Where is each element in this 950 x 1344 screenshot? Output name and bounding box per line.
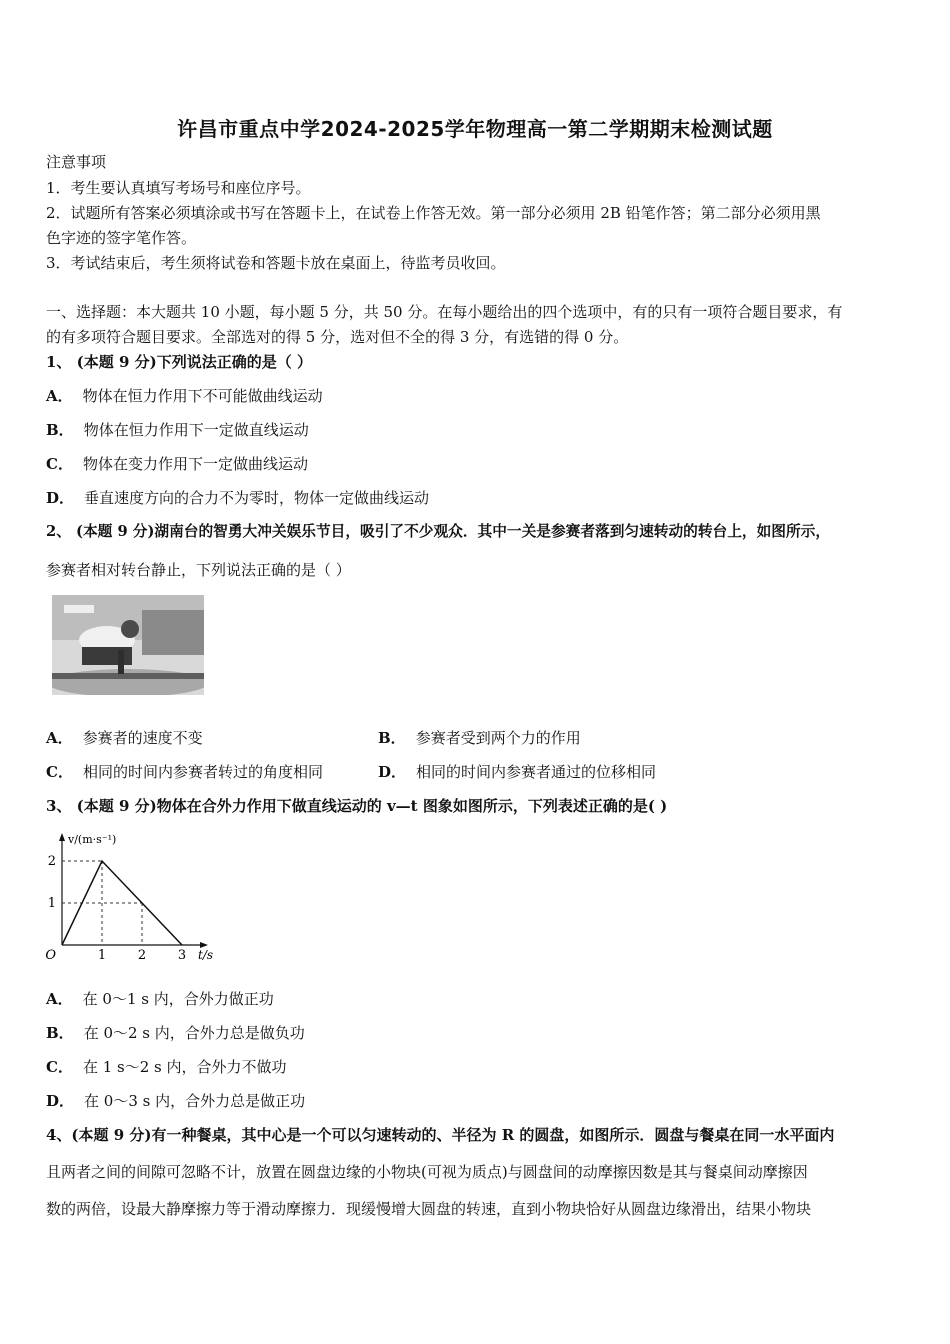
turntable-photo [52,595,204,695]
q2-stem-line2: 参赛者相对转台静止，下列说法正确的是（ ） [46,561,351,579]
x-tick-label: 1 [97,948,107,963]
q2-option-a [46,728,203,748]
q1-option-a [46,386,323,406]
origin-label: O [45,948,56,963]
option-text: 物体在恒力作用下一定做直线运动 [83,421,309,439]
y-tick-label: 2 [47,854,56,869]
q3-option-d [46,1091,305,1111]
option-label: C． [46,1058,73,1076]
option-text: 参赛者受到两个力的作用 [415,729,581,747]
option-text: 在 1 s～2 s 内，合外力不做功 [82,1058,287,1076]
option-label: A． [46,729,73,747]
option-label: B． [46,421,74,439]
page-title: 许昌市重点中学2024-2025学年物理高一第二学期期末检测试题 [177,117,773,141]
notice-item-2: 2．试题所有答案必须填涂或书写在答题卡上，在试卷上作答无效。第一部分必须用 2B 铅笔作答；第二部分必须用黑 [46,204,821,222]
section-instructions-2: 的有多项符合题目要求。全部选对的得 5 分，选对但不全的得 3 分，有选错的得 0 分。 [46,328,629,346]
notice-item-3: 3．考试结束后，考生须将试卷和答题卡放在桌面上，待监考员收回。 [46,254,506,272]
option-label: D． [46,1092,75,1110]
q2-stem-line1: 2、 (本题 9 分)湖南台的智勇大冲关娱乐节目，吸引了不少观众．其中一关是参赛者落到匀速转动的转台上，如图所示， [46,523,831,540]
q1-option-b [46,420,309,440]
option-label: B． [46,1024,74,1042]
x-tick-label: 2 [137,948,147,963]
x-tick-label: 3 [177,948,187,963]
q1-stem: 1、 (本题 9 分)下列说法正确的是（ ） [46,353,312,371]
option-label: A． [46,387,73,405]
option-text: 物体在恒力作用下不可能做曲线运动 [82,387,323,405]
q3-option-b [46,1023,305,1043]
x-axis-label: t/s [198,948,214,962]
option-label: B． [378,729,406,747]
option-text: 在 0～3 s 内，合外力总是做正功 [84,1092,306,1110]
option-label: D． [46,489,75,507]
q1-option-d [46,488,429,508]
y-axis-label: v/(m·s⁻¹) [68,833,117,846]
y-tick-label: 1 [47,896,56,911]
q2-option-b [378,728,581,748]
notice-item-2-cont: 色字迹的签字笔作答。 [46,229,197,247]
q4-line2: 且两者之间的间隙可忽略不计，放置在圆盘边缘的小物块(可视为质点)与圆盘间的动摩擦因数是其与餐桌间动摩擦因 [46,1163,808,1181]
option-text: 在 0～1 s 内，合外力做正功 [82,990,274,1008]
q2-option-d [378,762,656,782]
y-axis-arrow [59,833,65,841]
option-text: 相同的时间内参赛者转过的角度相同 [82,763,323,781]
q3-stem: 3、 (本题 9 分)物体在合外力作用下做直线运动的 v—t 图象如图所示，下列表述正确的是( ) [46,797,668,815]
q4-line1: 4、(本题 9 分)有一种餐桌，其中心是一个可以匀速转动的、半径为 R 的圆盘，如图所示．圆盘与餐桌在同一水平面内 [46,1126,835,1144]
q3-option-c [46,1057,287,1077]
option-text: 物体在变力作用下一定做曲线运动 [82,455,308,473]
option-label: D． [378,763,407,781]
notice-item-1: 1．考生要认真填写考场号和座位序号。 [46,179,311,197]
option-text: 在 0～2 s 内，合外力总是做负功 [83,1024,305,1042]
option-label: C． [46,455,73,473]
option-text: 相同的时间内参赛者通过的位移相同 [416,763,657,781]
q4-line3: 数的两倍，设最大静摩擦力等于滑动摩擦力．现缓慢增大圆盘的转速，直到小物块恰好从圆盘边缘滑出，结果小物块 [46,1200,812,1218]
section-instructions-1: 一、选择题：本大题共 10 小题，每小题 5 分，共 50 分。在每小题给出的四个选项中，有的只有一项符合题目要求，有 [46,303,843,321]
q3-option-a [46,989,274,1009]
option-label: C． [46,763,73,781]
option-text: 参赛者的速度不变 [82,729,203,747]
turntable-photo-illustration [52,595,204,695]
vt-graph [40,825,240,965]
notice-heading: 注意事项 [46,153,107,171]
option-text: 垂直速度方向的合力不为零时，物体一定做曲线运动 [84,489,430,507]
q1-option-c [46,454,308,474]
option-label: A． [46,990,73,1008]
q2-option-c [46,762,323,782]
